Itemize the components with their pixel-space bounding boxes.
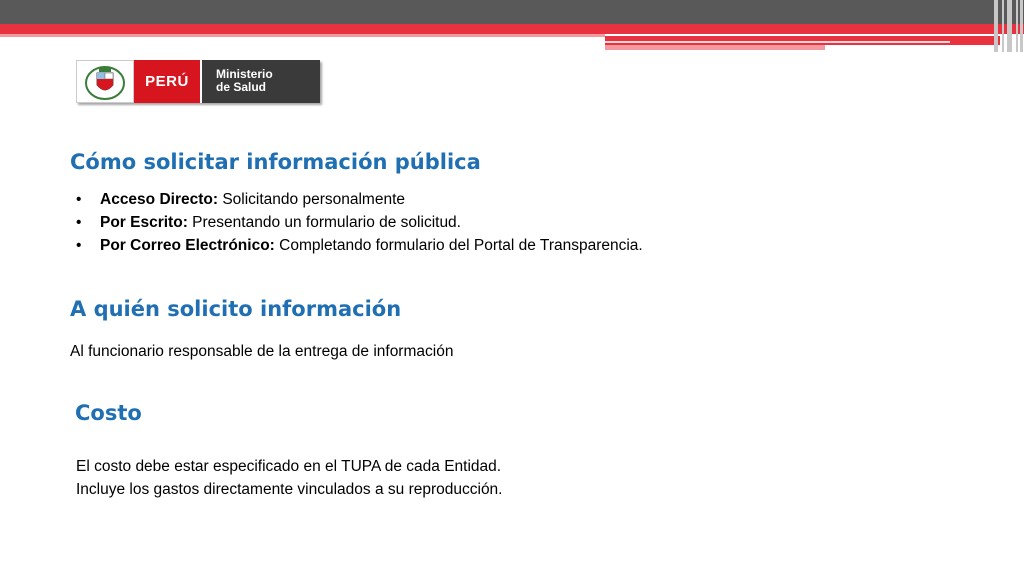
list-item: [76, 234, 643, 257]
section-title-who-to-request: A quién solicito información: [70, 297, 402, 321]
list-item-text: Presentando un formulario de solicitud.: [187, 214, 461, 231]
logo-ministry-line2: de Salud: [216, 80, 267, 94]
logo-ministry: [202, 60, 320, 103]
section-text-who: Al funcionario responsable de la entrega de información: [70, 343, 454, 360]
list-item-text: Completando formulario del Portal de Transparencia.: [274, 237, 643, 254]
cost-text-line2: Incluye los gastos directamente vinculados a su reproducción.: [76, 481, 503, 498]
list-item-label: Por Escrito:: [100, 214, 188, 231]
top-band-red-light: [0, 34, 605, 37]
coat-of-arms-icon: [76, 60, 134, 103]
section-title-how-to-request: Cómo solicitar información pública: [70, 150, 481, 174]
list-item: [76, 211, 643, 234]
logo-country: PERÚ: [134, 60, 202, 103]
top-band-dark: [0, 0, 1024, 24]
top-band-lower-light: [605, 45, 825, 50]
logo-ministry-line1: Ministerio: [216, 67, 273, 81]
request-methods-list: [76, 188, 643, 257]
top-band-highlight: [605, 41, 950, 43]
minsa-logo: [76, 60, 320, 103]
list-item: [76, 188, 643, 211]
top-band-red: [0, 24, 1024, 34]
list-item-text: Solicitando personalmente: [218, 191, 405, 208]
cost-text-line1: El costo debe estar especificado en el TUPA de cada Entidad.: [76, 458, 502, 475]
section-title-cost: Costo: [75, 401, 142, 425]
corner-stripes: [994, 0, 1024, 52]
list-item-label: Por Correo Electrónico:: [100, 237, 275, 254]
list-item-label: Acceso Directo:: [100, 191, 219, 208]
